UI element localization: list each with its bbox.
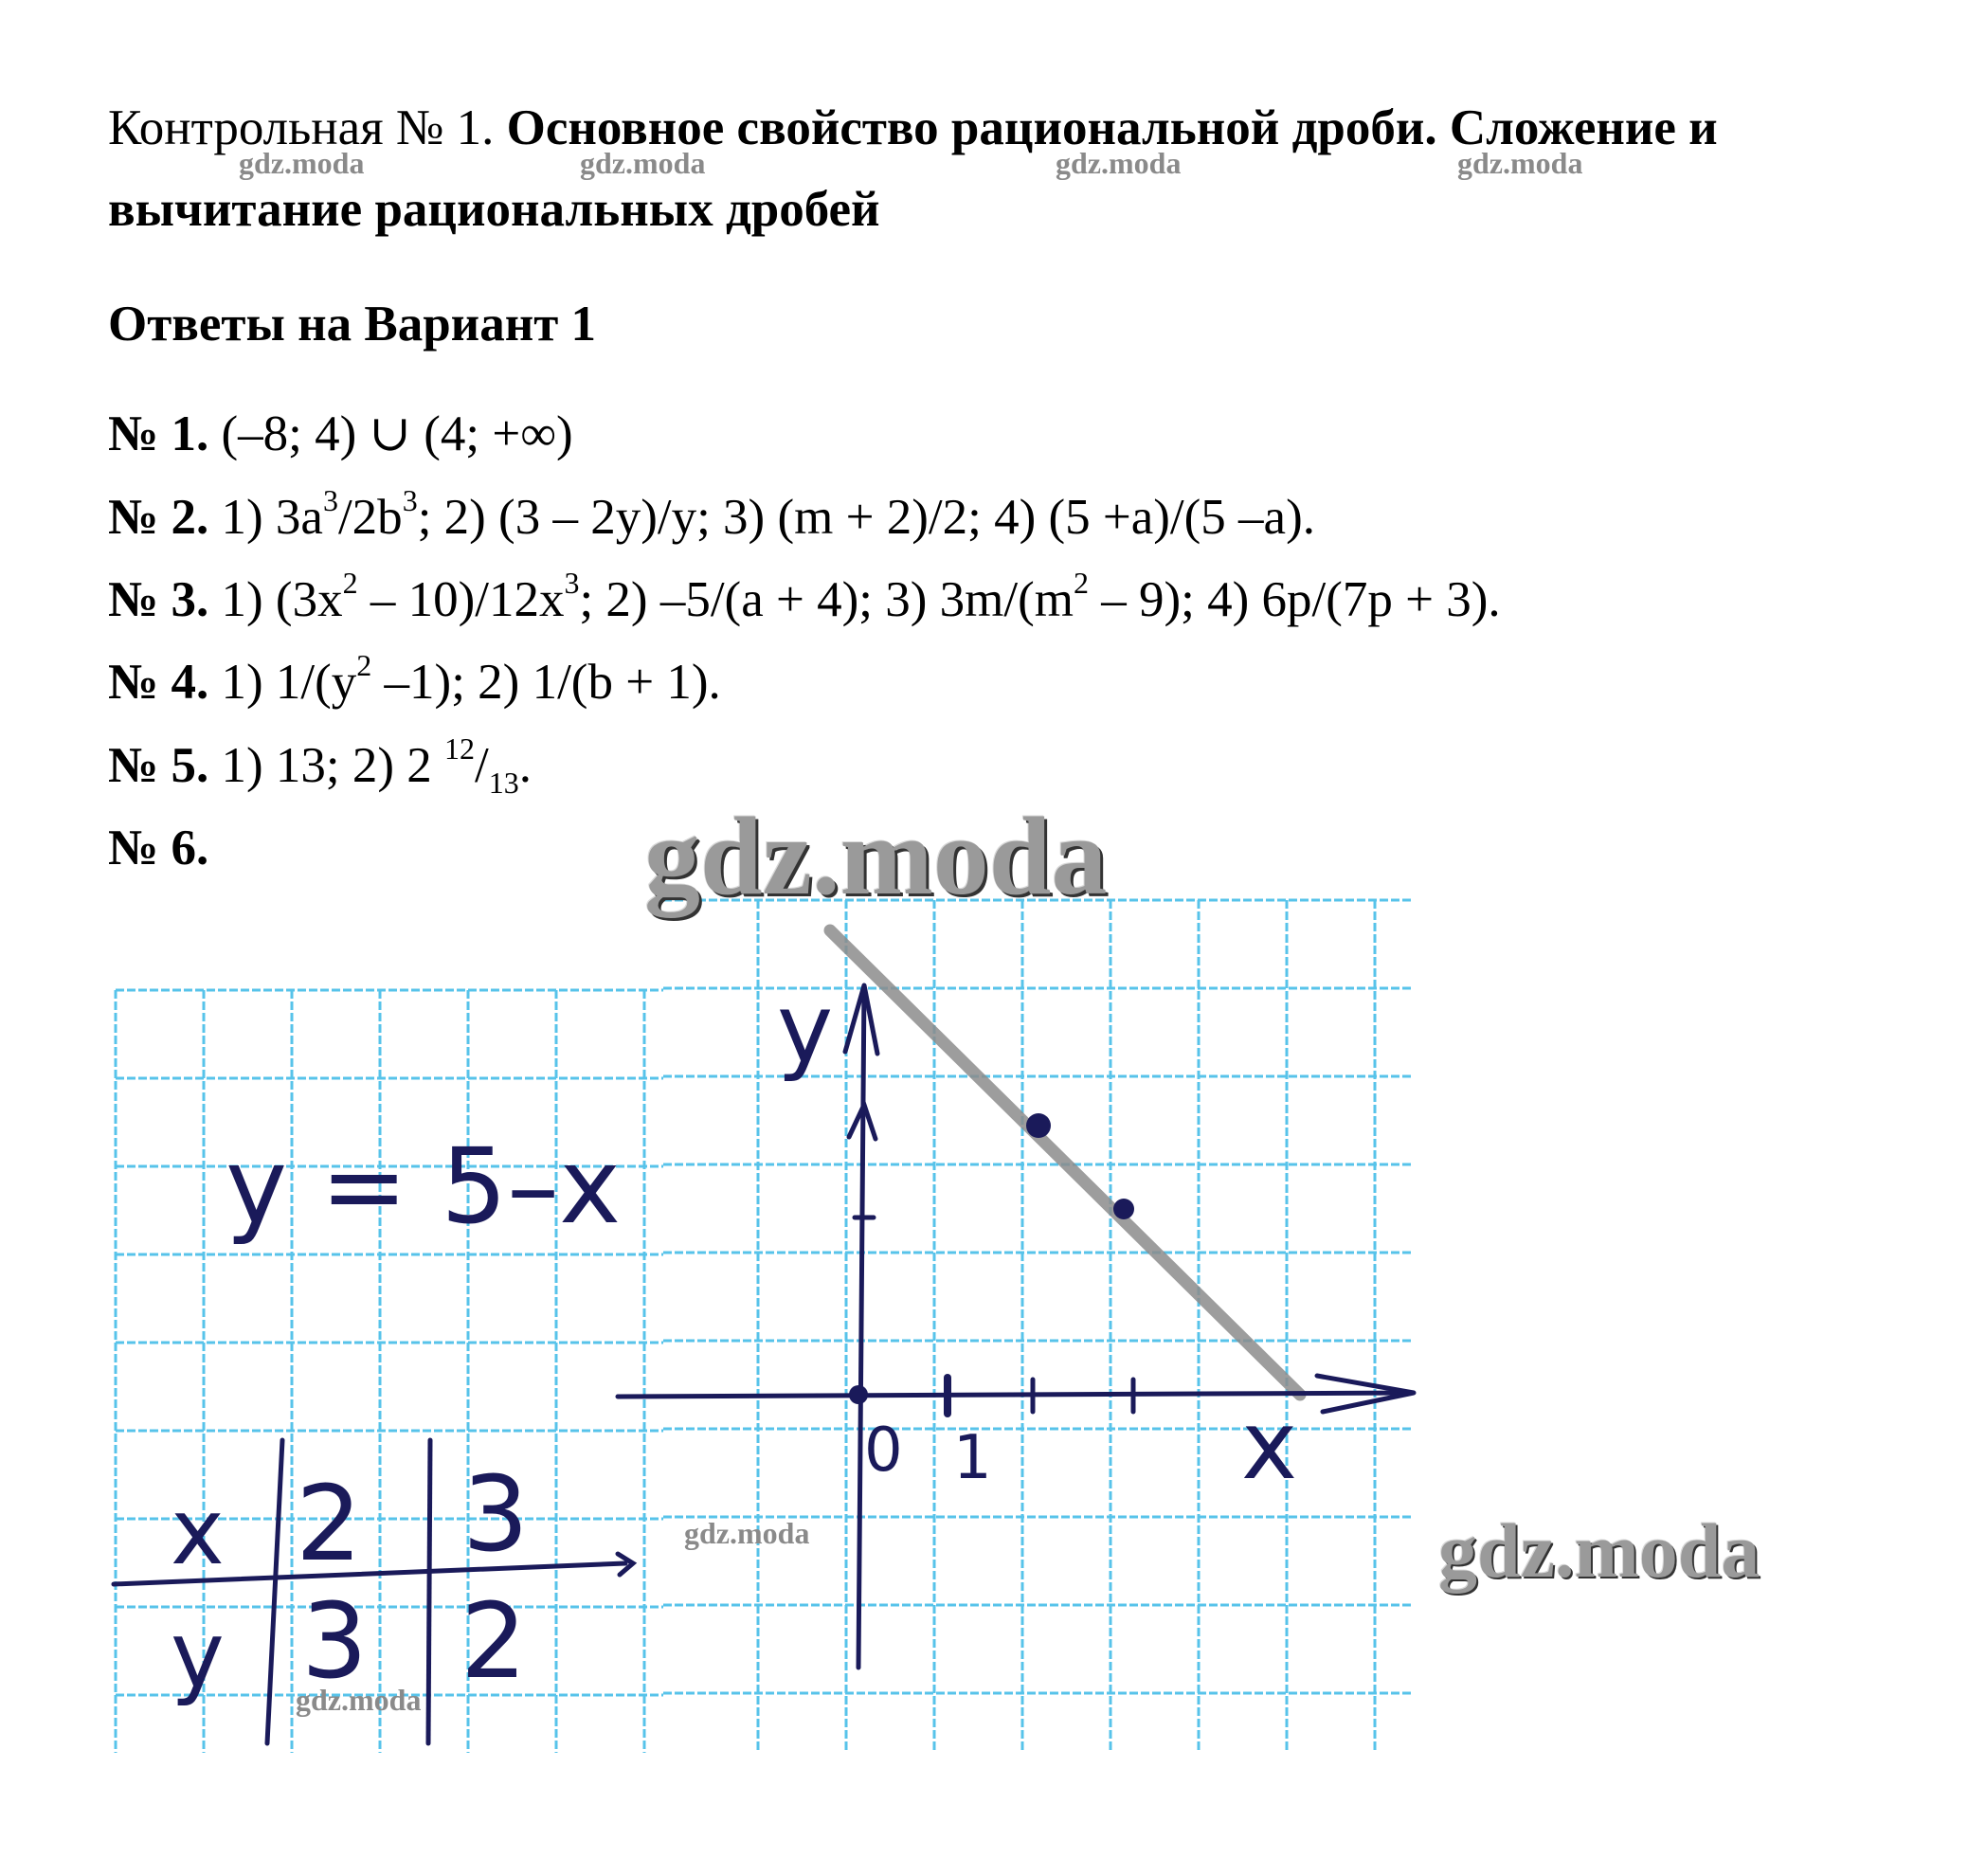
unit-label: 1 (953, 1423, 992, 1493)
x-axis-label: x (1241, 1390, 1298, 1501)
y-axis (858, 985, 864, 1668)
origin-label: 0 (864, 1416, 903, 1486)
answer-2-number: № 2. (108, 490, 209, 545)
origin-point (849, 1385, 868, 1404)
answer-3-text: 1) $(3x^2 - 10)/12x^3$; 2) –5/(a + 4); 3) $3m/(m^2 - 9)$; 4) 6p/(7p + 3). (221, 566, 1501, 627)
answer-2-text: 1) $3a^3/2b^3$; 2) (3 – 2y)/y; 3) (m + 2)/2; 4) (5 +a)/(5 –a). (221, 483, 1315, 545)
table-divider-vertical-2 (428, 1440, 430, 1743)
table-y-value-2: 2 (460, 1580, 527, 1702)
watermark: gdz.moda (684, 1516, 810, 1550)
table-x-value-1: 2 (296, 1463, 362, 1584)
point-2-3 (1026, 1113, 1051, 1138)
answer-6-number: № 6. (108, 821, 209, 875)
answer-4-number: № 4. (108, 655, 209, 710)
table-y-value-1: 3 (301, 1580, 368, 1702)
answer-4-text: 1) $1/(y^2$ –1); 2) 1/(b + 1). (221, 648, 721, 710)
axes (618, 985, 1414, 1668)
table-y-label: y (171, 1602, 225, 1708)
answer-5-number: № 5. (108, 738, 209, 793)
watermark: gdz.moda (239, 146, 365, 180)
table-x-label: x (171, 1479, 225, 1585)
answer-5-text: 1) 13; 2) 2 $^{12}/_{13}$. (221, 731, 533, 800)
answer-1-number: № 1. (108, 406, 209, 461)
table-x-value-2: 3 (462, 1453, 529, 1575)
equation-label: y = 5–x (226, 1126, 622, 1247)
answer-3-number: № 3. (108, 572, 209, 627)
watermark: gdz.moda (1056, 146, 1182, 180)
table-divider-vertical-1 (267, 1440, 282, 1743)
watermark-large: gdz.moda (644, 794, 1108, 918)
watermark: gdz.moda (1457, 146, 1583, 180)
watermark-medium: gdz.moda (1438, 1507, 1760, 1594)
watermark: gdz.moda (296, 1683, 422, 1717)
variant-title: Ответы на Вариант 1 (108, 297, 597, 352)
y-axis-label: y (777, 973, 834, 1084)
heading-title: Основное свойство рациональной дроби. Сложение и вычитание рациональных дробей (108, 100, 1718, 237)
answer-1-text: (–8; 4) ∪ (4; +∞) (221, 406, 573, 461)
point-3-2 (1113, 1199, 1134, 1219)
function-line (830, 930, 1300, 1395)
heading-prefix: Контрольная № 1. (108, 100, 495, 155)
watermark: gdz.moda (580, 146, 706, 180)
